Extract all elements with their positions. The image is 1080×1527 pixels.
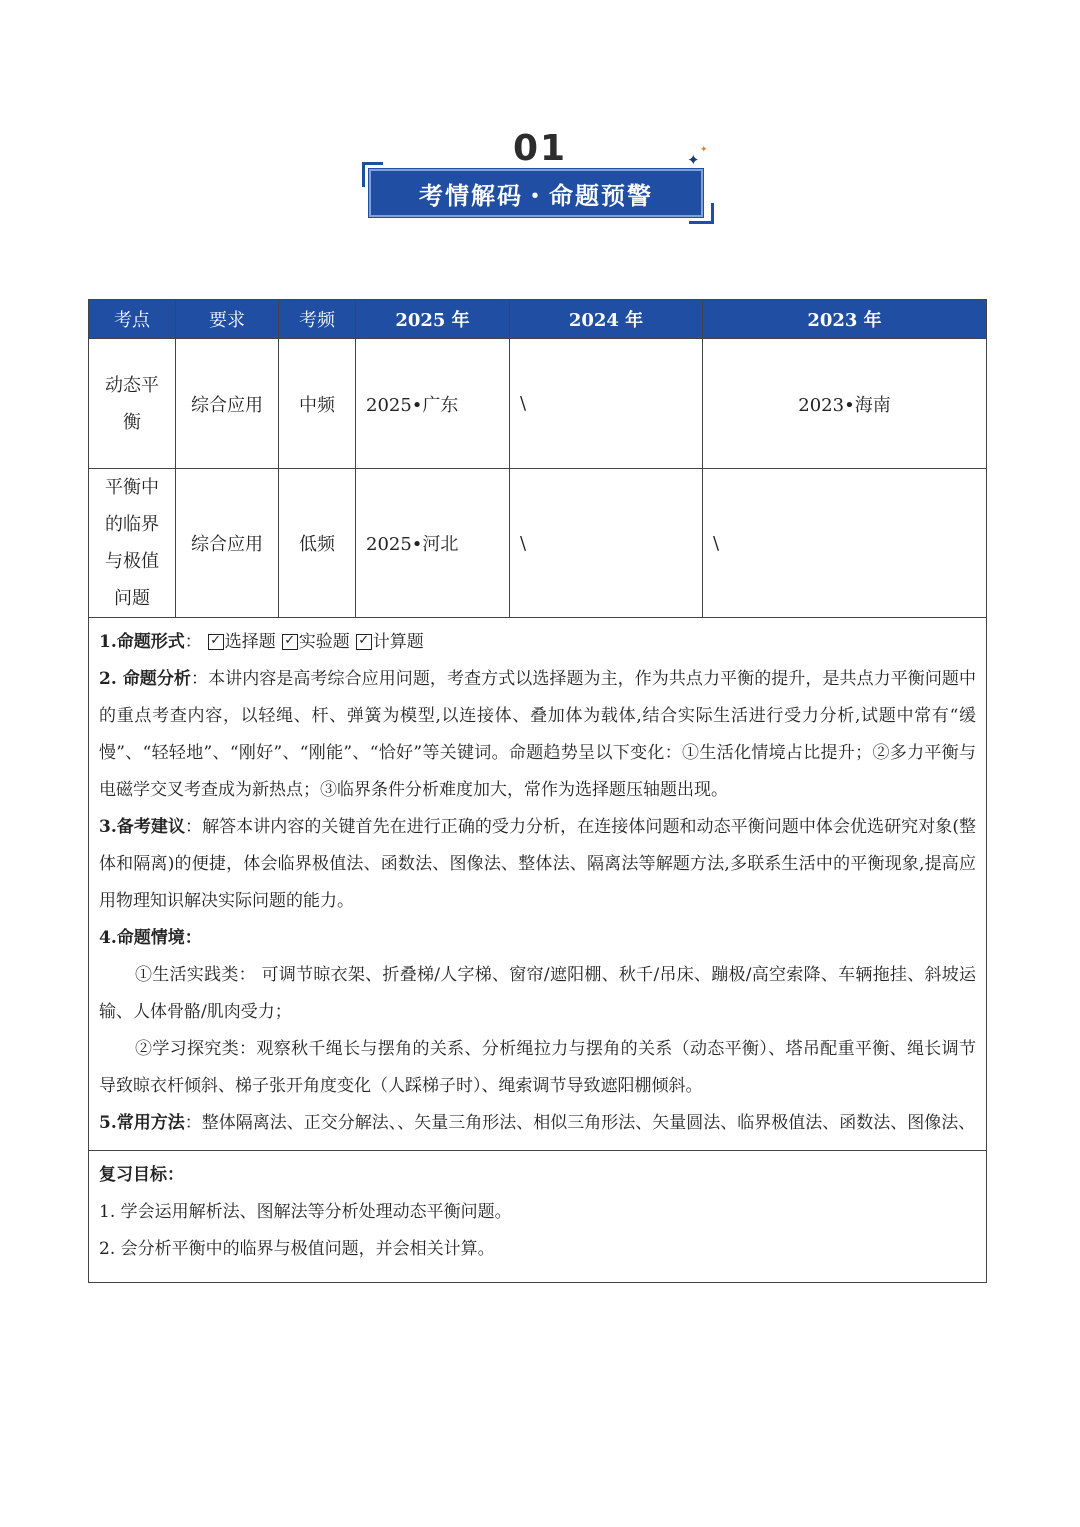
section-title: 考情解码・命题预警 [369, 169, 703, 217]
cell-2025: 2025•河北 [356, 469, 510, 618]
cell-requirement: 综合应用 [176, 339, 279, 469]
col-header-requirement: 要求 [176, 300, 279, 339]
note-advice: 3.备考建议：解答本讲内容的关键首先在进行正确的受力分析，在连接体问题和动态平衡问题中体会优选研究对象(整体和隔离)的便捷，体会临界极值法、函数法、图像法、整体法、隔离法等解题方法,多联系生活中的平衡现象,提高应用物理知识解决实际问题的能力。 [99, 817, 976, 911]
goal-item: 2. 会分析平衡中的临界与极值问题，并会相关计算。 [99, 1239, 495, 1259]
goals-row [89, 1151, 987, 1283]
note-form: 1.命题形式： ✓ 选择题 ✓ 实验题 ✓ 计算题 [99, 632, 424, 652]
note-analysis: 2. 命题分析：本讲内容是高考综合应用问题，考查方式以选择题为主，作为共点力平衡的提升，是共点力平衡问题中的重点考查内容，以轻绳、杆、弹簧为模型,以连接体、叠加体为载体,结合实际生活进行受力分析,试题中常有“缓慢”、“轻轻地”、“刚好”、“刚能”、“恰好”等关键词。命题趋势呈以下变化：①生活化情境占比提升；②多力平衡与电磁学交叉考查成为新热点；③临界条件分析难度加大，常作为选择题压轴题出现。 [99, 669, 976, 800]
exam-analysis-table [88, 299, 987, 1283]
cell-2025: 2025•广东 [356, 339, 510, 469]
col-header-2024: 2024 年 [510, 300, 703, 339]
section-number: 01 [512, 128, 568, 169]
note-methods: 5.常用方法：整体隔离法、正交分解法、、矢量三角形法、相似三角形法、矢量圆法、临界极值法、函数法、图像法、 [99, 1113, 976, 1133]
exam-notes [89, 618, 987, 1151]
note-context-label: 4.命题情境： [99, 928, 202, 948]
col-header-2025: 2025 年 [356, 300, 510, 339]
goal-item: 1. 学会运用解析法、图解法等分析处理动态平衡问题。 [99, 1202, 512, 1222]
table-row [89, 469, 987, 618]
section-title-banner [360, 160, 716, 226]
sparkle-icon: ✦ [700, 145, 708, 155]
review-goals [89, 1151, 987, 1283]
checkbox-icon: ✓ [208, 634, 224, 650]
goals-label: 复习目标： [99, 1165, 184, 1185]
col-header-2023: 2023 年 [703, 300, 987, 339]
checkbox-icon: ✓ [282, 634, 298, 650]
table-header-row [89, 300, 987, 339]
cell-frequency: 中频 [279, 339, 356, 469]
checkbox-icon: ✓ [356, 634, 372, 650]
cell-2023: 2023•海南 [703, 339, 987, 469]
note-context-item: ①生活实践类： 可调节晾衣架、折叠梯/人字梯、窗帘/遮阳棚、秋千/吊床、蹦极/高空索降、车辆拖挂、斜坡运输、人体骨骼/肌肉受力； [99, 965, 976, 1022]
cell-frequency: 低频 [279, 469, 356, 618]
note-context-item: ②学习探究类：观察秋千绳长与摆角的关系、分析绳拉力与摆角的关系（动态平衡）、塔吊配重平衡、绳长调节导致晾衣杆倾斜、梯子张开角度变化（人踩梯子时）、绳索调节导致遮阳棚倾斜。 [99, 1039, 976, 1096]
cell-2024: \ [510, 339, 703, 469]
col-header-frequency: 考频 [279, 300, 356, 339]
cell-2024: \ [510, 469, 703, 618]
cell-topic: 动态平 衡 [89, 339, 176, 469]
col-header-topic: 考点 [89, 300, 176, 339]
table-row [89, 339, 987, 469]
cell-requirement: 综合应用 [176, 469, 279, 618]
notes-row [89, 618, 987, 1151]
sparkle-icon: ✦ [687, 151, 700, 169]
cell-2023: \ [703, 469, 987, 618]
cell-topic: 平衡中 的临界 与极值 问题 [89, 469, 176, 618]
